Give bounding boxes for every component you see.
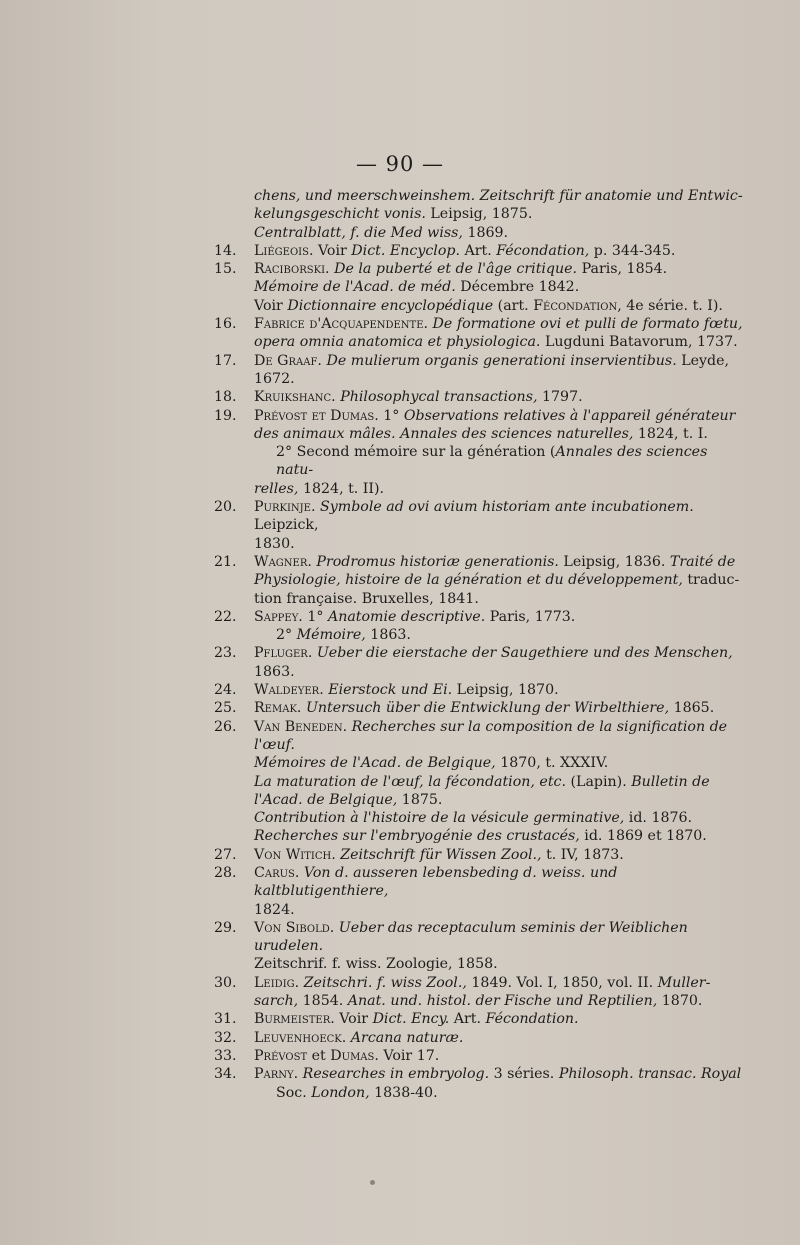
- entry-number: 14.: [214, 242, 237, 259]
- text: Paris, 1773.: [485, 608, 576, 625]
- text: Observations relatives à l'appareil générateur: [403, 407, 736, 424]
- text: Annales des sciences natu-: [276, 444, 708, 479]
- text: Von d. ausseren lebensbeding d. weiss. und kaltblutigenthiere,: [254, 864, 618, 900]
- author: Pfluger.: [254, 645, 313, 662]
- entry-number: 19.: [214, 407, 237, 424]
- text: Mémoires de l'Acad. de Belgique,: [254, 755, 496, 772]
- ink-spot: [370, 1180, 375, 1185]
- entry-number: 15.: [214, 261, 237, 278]
- text: Recherches sur la composition de la signification de l'œuf.: [254, 718, 728, 753]
- bib-entry-25: [214, 699, 744, 717]
- text: 1824, t. I.: [633, 425, 708, 442]
- author: Dumas.: [330, 1047, 379, 1064]
- text: chens, und meerschweinshem. Zeitschrift für anatomie und Entwic-: [254, 188, 743, 204]
- author: Von Sibold.: [254, 919, 335, 936]
- text: sarch,: [254, 993, 299, 1010]
- author: De Graaf.: [254, 352, 322, 369]
- text: id. 1876.: [624, 810, 693, 827]
- text: des animaux mâles. Annales des sciences naturelles,: [254, 425, 634, 442]
- entry-number: 25.: [214, 700, 237, 717]
- text: Leipsig, 1870.: [452, 682, 559, 699]
- text: Untersuch über die Entwicklung der Wirbelthiere,: [301, 700, 670, 717]
- bib-entry-18: [214, 388, 744, 406]
- text: 1869.: [462, 224, 509, 241]
- author: Prévost: [254, 1047, 308, 1064]
- text: Arcana naturæ.: [346, 1029, 464, 1046]
- entry-number: 31.: [214, 1011, 237, 1028]
- text: 1870.: [657, 993, 703, 1010]
- text: Muller-: [657, 974, 711, 991]
- bib-entry-22: [214, 608, 744, 645]
- text: Art.: [459, 242, 497, 259]
- entry-number: 26.: [214, 718, 237, 735]
- text: 1865.: [669, 700, 715, 717]
- text: 1830.: [254, 535, 295, 552]
- text: 1838-40.: [369, 1084, 438, 1101]
- author: Burmeister.: [254, 1011, 335, 1028]
- author: Wagner.: [254, 553, 312, 570]
- text: Symbole ad ovi avium historiam ante incubationem.: [315, 499, 694, 516]
- text: 1824.: [254, 901, 295, 918]
- text: Anatomie descriptive.: [327, 608, 486, 625]
- text: Leipzick,: [254, 517, 319, 534]
- text: relles,: [254, 480, 299, 497]
- entry-number: 21.: [214, 553, 237, 570]
- text: Dictionnaire encyclopédique: [287, 297, 494, 314]
- entry-number: 22.: [214, 608, 237, 625]
- text: Zeitschrif. f. wiss. Zoologie, 1858.: [254, 956, 498, 973]
- text: 2°: [276, 627, 297, 644]
- text: Fécondation: [533, 297, 618, 314]
- author: Von Witich.: [254, 846, 336, 863]
- entry-number: 24.: [214, 682, 237, 699]
- author: Purkinje.: [254, 499, 316, 516]
- bib-entry-28: [214, 864, 744, 919]
- text: Philosoph. transac. Royal: [558, 1066, 742, 1083]
- author: Waldeyer.: [254, 682, 324, 699]
- text: Physiologie, histoire de la génération et du développement,: [254, 572, 683, 589]
- text: Décembre 1842.: [455, 279, 580, 296]
- entry-number: 23.: [214, 645, 237, 662]
- bib-entry-14: [214, 242, 744, 260]
- text: Mémoire de l'Acad. de méd.: [254, 279, 456, 296]
- author: Prévost et Dumas.: [254, 407, 379, 424]
- text: p. 344-345.: [589, 242, 676, 259]
- author: Liégeois.: [254, 242, 314, 259]
- entry-number: 27.: [214, 846, 237, 863]
- text: Voir: [313, 242, 352, 259]
- text: tion française. Bruxelles, 1841.: [254, 590, 479, 607]
- text: Contribution à l'histoire de la vésicule germinative,: [254, 810, 625, 827]
- author: Carus.: [254, 864, 300, 881]
- entry-number: 17.: [214, 352, 237, 369]
- bib-entry-29: [214, 919, 744, 974]
- page-number: — 90 —: [355, 152, 445, 176]
- text: Philosophycal transactions,: [335, 389, 538, 406]
- text: traduc-: [682, 572, 740, 589]
- text: Centralblatt, f. die Med wiss,: [254, 224, 463, 241]
- text: Voir: [334, 1011, 373, 1028]
- bibliography-list: [214, 187, 744, 1102]
- text: Fécondation,: [496, 242, 590, 259]
- text: Lugduni Batavorum, 1737.: [540, 334, 738, 351]
- text: Recherches sur l'embryogénie des crustacés,: [254, 828, 580, 845]
- continuation-entry: [214, 187, 744, 242]
- author: Parny.: [254, 1066, 299, 1083]
- author: Van Beneden.: [254, 718, 348, 735]
- bib-entry-24: [214, 681, 744, 699]
- entry-number: 28.: [214, 864, 237, 881]
- text: Dict. Ency.: [372, 1011, 450, 1028]
- bib-entry-32: [214, 1029, 744, 1047]
- text: Paris, 1854.: [577, 261, 668, 278]
- text: Voir 17.: [378, 1047, 440, 1064]
- bib-entry-34: [214, 1065, 744, 1102]
- text: 1672.: [254, 370, 295, 387]
- bib-entry-26: [214, 718, 744, 846]
- bib-entry-16: [214, 315, 744, 352]
- text: Ueber das receptaculum seminis der Weiblichen urudelen.: [254, 919, 688, 955]
- text: Leipsig, 1875.: [425, 206, 533, 223]
- text: London,: [311, 1084, 370, 1101]
- author: Kruikshanc.: [254, 389, 336, 406]
- text: Soc.: [276, 1084, 312, 1101]
- text: l'Acad. de Belgique,: [254, 791, 398, 808]
- text: Leipsig, 1836.: [558, 553, 670, 570]
- text: La maturation de l'œuf, la fécondation, etc.: [254, 773, 566, 790]
- author: Raciborski.: [254, 261, 330, 278]
- text: De formatione ovi et pulli de formato fœtu,: [428, 316, 743, 333]
- text: Eierstock und Ei.: [323, 682, 453, 699]
- text: Researches in embryolog.: [298, 1066, 490, 1083]
- text: 1854.: [298, 993, 348, 1010]
- bib-entry-30: [214, 974, 744, 1011]
- bib-entry-19: [214, 407, 744, 498]
- text: 1°: [302, 608, 328, 625]
- author: Fabrice d'Acquapendente.: [254, 316, 429, 333]
- text: 1°: [378, 407, 404, 424]
- author: Remak.: [254, 700, 302, 717]
- entry-number: 30.: [214, 974, 237, 991]
- text: Fécondation.: [485, 1011, 579, 1028]
- text: kelungsgeschicht vonis.: [254, 206, 426, 223]
- entry-number: 20.: [214, 499, 237, 516]
- bib-entry-21: [214, 553, 744, 608]
- author: Sappey.: [254, 608, 303, 625]
- text: Voir: [254, 297, 288, 314]
- text: 2° Second mémoire sur la génération (: [276, 444, 556, 461]
- text: Mémoire,: [296, 627, 366, 644]
- text: 1863.: [254, 663, 295, 680]
- text: (art.: [493, 297, 534, 314]
- bib-entry-17: [214, 352, 744, 389]
- text: 3 séries.: [489, 1066, 559, 1083]
- text: Ueber die eierstache der Saugethiere und des Menschen,: [312, 645, 733, 662]
- text: t. IV, 1873.: [541, 846, 624, 863]
- text: 1875.: [397, 791, 443, 808]
- text: 1863.: [365, 627, 411, 644]
- text: opera omnia anatomica et physiologica.: [254, 334, 541, 351]
- text: Art.: [449, 1011, 486, 1028]
- bib-entry-31: [214, 1010, 744, 1028]
- text: Anat. und. histol. der Fische und Reptilien,: [347, 993, 658, 1010]
- entry-number: 16.: [214, 316, 237, 333]
- entry-number: 34.: [214, 1066, 237, 1083]
- entry-number: 33.: [214, 1047, 237, 1064]
- text: id. 1869 et 1870.: [579, 828, 707, 845]
- text: , 4e série. t. I).: [617, 297, 723, 314]
- text: Leyde,: [676, 352, 730, 369]
- text: 1870, t. XXXIV.: [495, 755, 609, 772]
- text: Bulletin de: [631, 773, 710, 790]
- text: De la puberté et de l'âge critique.: [329, 261, 578, 278]
- bib-entry-15: [214, 260, 744, 315]
- entry-number: 32.: [214, 1029, 237, 1046]
- text: Prodromus historiæ generationis.: [311, 553, 559, 570]
- text: 1849. Vol. I, 1850, vol. II.: [466, 974, 658, 991]
- bib-entry-33: [214, 1047, 744, 1065]
- text: Zeitschri. f. wiss Zool.,: [299, 974, 467, 991]
- text: 1824, t. II).: [298, 480, 385, 497]
- bib-entry-23: [214, 644, 744, 681]
- text: De mulierum organis generationi inservientibus.: [321, 352, 677, 369]
- text: Dict. Encyclop.: [351, 242, 460, 259]
- author: Leuvenhoeck.: [254, 1029, 347, 1046]
- text: (Lapin).: [565, 773, 632, 790]
- text: et: [307, 1047, 331, 1064]
- bib-entry-27: [214, 846, 744, 864]
- text: Zeitschrift für Wissen Zool.,: [335, 846, 542, 863]
- text: 1797.: [537, 389, 583, 406]
- entry-number: 18.: [214, 389, 237, 406]
- text: Traité de: [669, 553, 736, 570]
- entry-number: 29.: [214, 919, 237, 936]
- bib-entry-20: [214, 498, 744, 553]
- author: Leidig.: [254, 974, 300, 991]
